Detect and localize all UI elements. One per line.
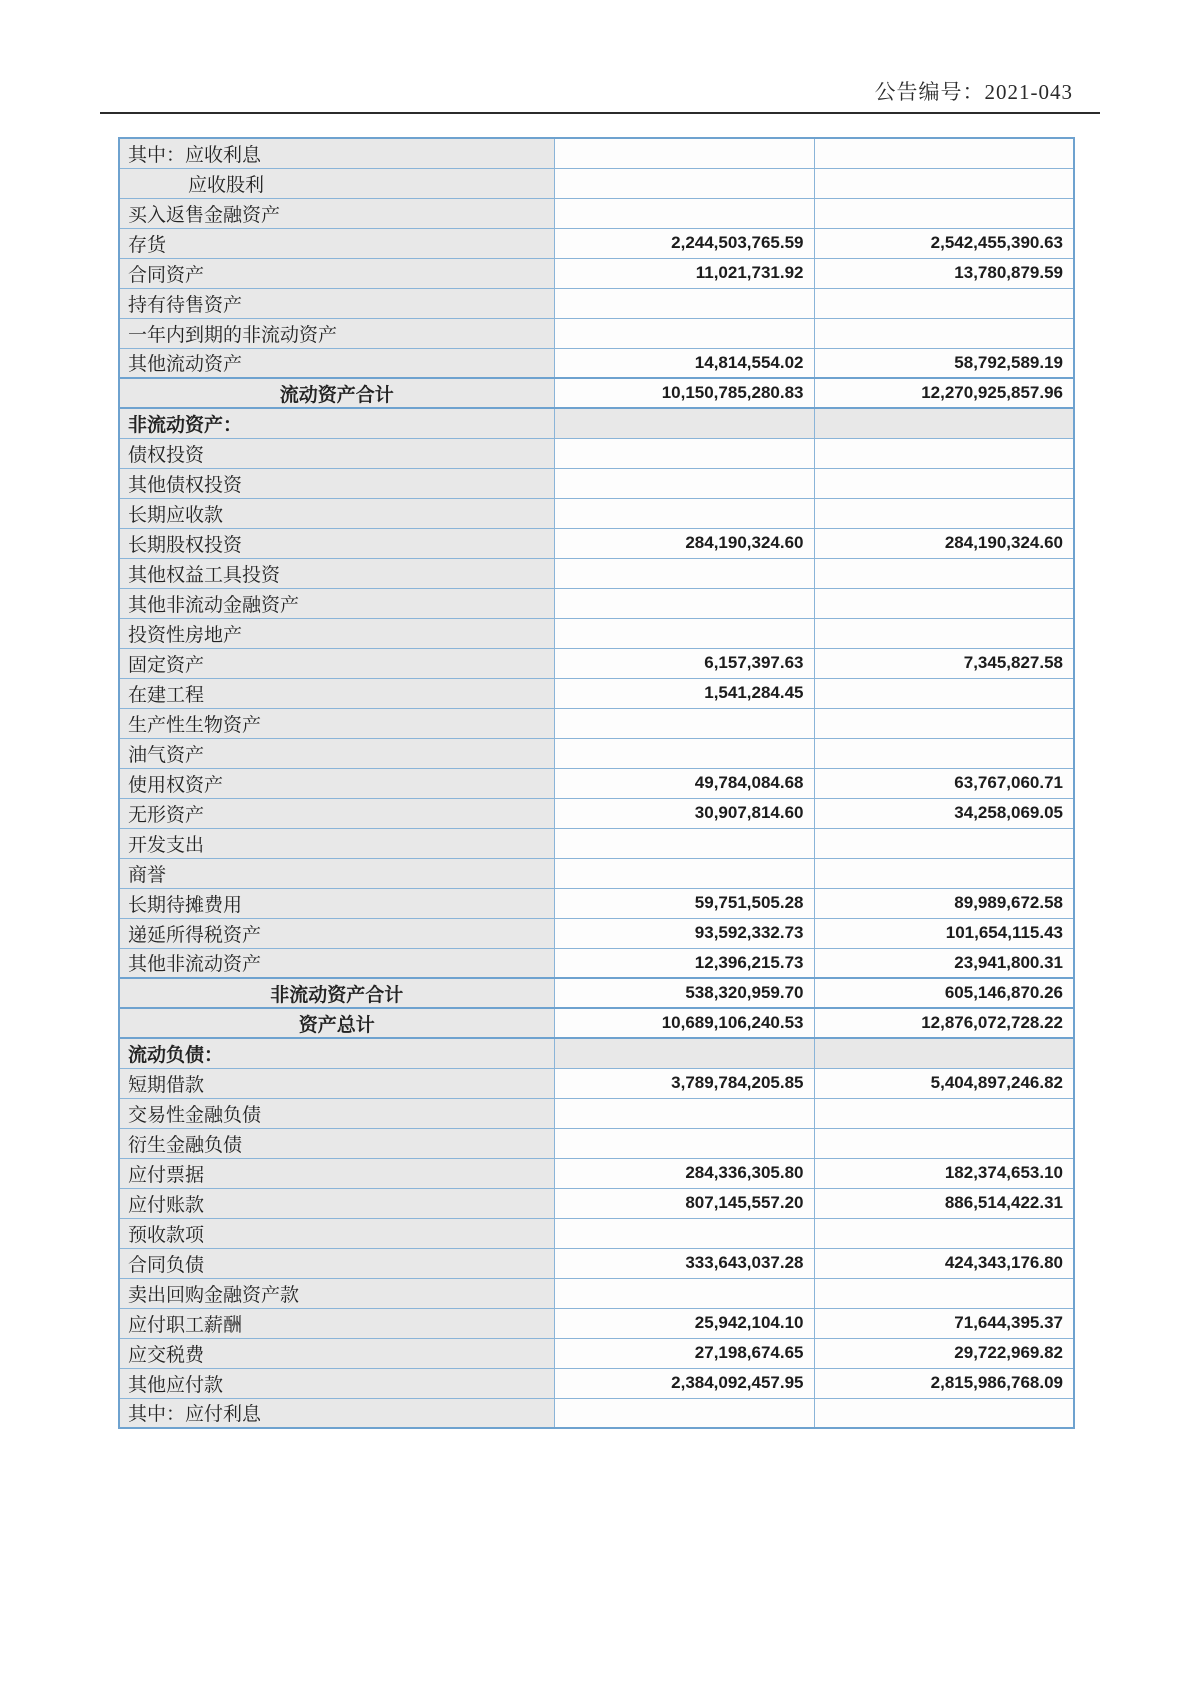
row-value-prior-period [814,168,1074,198]
row-value-current-period: 538,320,959.70 [554,978,814,1008]
row-label: 在建工程 [119,678,554,708]
row-value-prior-period: 284,190,324.60 [814,528,1074,558]
row-value-prior-period: 886,514,422.31 [814,1188,1074,1218]
row-label: 其他应付款 [119,1368,554,1398]
row-value-current-period [554,858,814,888]
table-row [119,828,1074,858]
row-value-current-period [554,588,814,618]
row-value-prior-period: 2,815,986,768.09 [814,1368,1074,1398]
row-value-current-period: 2,384,092,457.95 [554,1368,814,1398]
table-row [119,198,1074,228]
table-row [119,798,1074,828]
row-value-prior-period [814,498,1074,528]
table-row [119,1158,1074,1188]
row-value-prior-period [814,708,1074,738]
row-value-prior-period: 2,542,455,390.63 [814,228,1074,258]
row-value-prior-period [814,138,1074,168]
table-row [119,1128,1074,1158]
row-label: 预收款项 [119,1218,554,1248]
row-label: 投资性房地产 [119,618,554,648]
row-value-prior-period: 58,792,589.19 [814,348,1074,378]
row-label: 其中：应付利息 [119,1398,554,1428]
row-value-current-period [554,438,814,468]
row-label: 应付职工薪酬 [119,1308,554,1338]
row-value-current-period: 1,541,284.45 [554,678,814,708]
table-row [119,408,1074,438]
row-value-current-period: 807,145,557.20 [554,1188,814,1218]
table-row [119,438,1074,468]
row-value-current-period [554,138,814,168]
row-value-prior-period [814,288,1074,318]
row-value-prior-period [814,738,1074,768]
table-row [119,558,1074,588]
row-value-current-period: 27,198,674.65 [554,1338,814,1368]
row-value-current-period [554,1098,814,1128]
table-row [119,948,1074,978]
row-value-current-period [554,1128,814,1158]
row-value-current-period [554,468,814,498]
table-row [119,348,1074,378]
row-value-prior-period [814,438,1074,468]
table-row [119,618,1074,648]
row-value-current-period [554,618,814,648]
row-label: 流动资产合计 [119,378,554,408]
row-value-current-period: 49,784,084.68 [554,768,814,798]
row-label: 其他非流动资产 [119,948,554,978]
table-row [119,138,1074,168]
row-value-current-period: 3,789,784,205.85 [554,1068,814,1098]
row-value-prior-period [814,318,1074,348]
row-value-current-period: 284,190,324.60 [554,528,814,558]
table-row [119,528,1074,558]
row-value-current-period [554,198,814,228]
row-label: 其他债权投资 [119,468,554,498]
table-row [119,318,1074,348]
row-value-prior-period: 101,654,115.43 [814,918,1074,948]
row-value-current-period: 6,157,397.63 [554,648,814,678]
row-label: 油气资产 [119,738,554,768]
row-label: 使用权资产 [119,768,554,798]
row-value-current-period [554,1398,814,1428]
row-label: 无形资产 [119,798,554,828]
table-row [119,978,1074,1008]
row-value-current-period: 333,643,037.28 [554,1248,814,1278]
row-label: 交易性金融负债 [119,1098,554,1128]
row-value-current-period [554,1218,814,1248]
row-value-prior-period [814,678,1074,708]
balance-sheet-rows [119,138,1074,1428]
row-label: 合同资产 [119,258,554,288]
table-row [119,1188,1074,1218]
row-value-prior-period: 5,404,897,246.82 [814,1068,1074,1098]
table-row [119,738,1074,768]
row-label: 长期应收款 [119,498,554,528]
row-value-prior-period [814,558,1074,588]
row-value-prior-period [814,198,1074,228]
table-row [119,858,1074,888]
row-label: 债权投资 [119,438,554,468]
row-label: 一年内到期的非流动资产 [119,318,554,348]
row-label: 递延所得税资产 [119,918,554,948]
table-row [119,648,1074,678]
row-value-current-period [554,168,814,198]
row-label: 持有待售资产 [119,288,554,318]
table-row [119,768,1074,798]
row-label: 其中：应收利息 [119,138,554,168]
row-label: 买入返售金融资产 [119,198,554,228]
row-label: 其他权益工具投资 [119,558,554,588]
row-label: 应付账款 [119,1188,554,1218]
table-row [119,1368,1074,1398]
row-value-prior-period [814,1098,1074,1128]
table-row [119,708,1074,738]
row-label: 长期股权投资 [119,528,554,558]
row-value-current-period [554,288,814,318]
row-value-prior-period: 182,374,653.10 [814,1158,1074,1188]
row-label: 固定资产 [119,648,554,678]
row-label: 流动负债： [119,1038,554,1068]
row-value-current-period [554,708,814,738]
table-row [119,168,1074,198]
table-row [119,678,1074,708]
row-label: 长期待摊费用 [119,888,554,918]
row-value-current-period: 284,336,305.80 [554,1158,814,1188]
table-row [119,1278,1074,1308]
row-label: 合同负债 [119,1248,554,1278]
row-value-current-period: 30,907,814.60 [554,798,814,828]
header-divider [100,112,1100,114]
row-value-prior-period [814,1218,1074,1248]
row-value-current-period: 25,942,104.10 [554,1308,814,1338]
row-value-current-period [554,408,814,438]
row-label: 应交税费 [119,1338,554,1368]
row-value-current-period [554,318,814,348]
row-value-current-period [554,498,814,528]
row-value-prior-period [814,408,1074,438]
row-value-current-period: 12,396,215.73 [554,948,814,978]
row-label: 开发支出 [119,828,554,858]
table-row [119,918,1074,948]
row-value-prior-period [814,1128,1074,1158]
row-value-prior-period: 13,780,879.59 [814,258,1074,288]
row-value-prior-period [814,588,1074,618]
row-value-prior-period [814,618,1074,648]
row-value-prior-period: 71,644,395.37 [814,1308,1074,1338]
row-label: 存货 [119,228,554,258]
row-value-prior-period: 89,989,672.58 [814,888,1074,918]
row-value-current-period [554,1038,814,1068]
table-row [119,1308,1074,1338]
table-row [119,228,1074,258]
row-value-prior-period [814,1278,1074,1308]
row-label: 生产性生物资产 [119,708,554,738]
row-value-current-period: 11,021,731.92 [554,258,814,288]
table-row [119,468,1074,498]
announcement-number: 公告编号：2021-043 [874,80,1073,104]
table-row [119,588,1074,618]
table-row [119,258,1074,288]
row-value-prior-period [814,858,1074,888]
row-value-prior-period [814,1398,1074,1428]
row-label: 应收股利 [119,168,554,198]
row-value-current-period: 14,814,554.02 [554,348,814,378]
row-value-prior-period: 63,767,060.71 [814,768,1074,798]
table-row [119,1068,1074,1098]
row-value-prior-period: 29,722,969.82 [814,1338,1074,1368]
row-label: 短期借款 [119,1068,554,1098]
row-value-current-period [554,828,814,858]
balance-sheet-table [118,137,1075,1429]
table-row [119,498,1074,528]
row-value-current-period: 93,592,332.73 [554,918,814,948]
table-row [119,1038,1074,1068]
row-label: 应付票据 [119,1158,554,1188]
row-label: 卖出回购金融资产款 [119,1278,554,1308]
row-value-prior-period: 34,258,069.05 [814,798,1074,828]
row-label: 衍生金融负债 [119,1128,554,1158]
row-value-prior-period [814,468,1074,498]
table-row [119,1218,1074,1248]
row-value-prior-period: 605,146,870.26 [814,978,1074,1008]
row-value-current-period [554,1278,814,1308]
row-value-current-period: 10,150,785,280.83 [554,378,814,408]
row-label: 非流动资产： [119,408,554,438]
row-label: 商誉 [119,858,554,888]
row-value-prior-period: 424,343,176.80 [814,1248,1074,1278]
table-row [119,1398,1074,1428]
table-row [119,1248,1074,1278]
row-value-prior-period: 7,345,827.58 [814,648,1074,678]
table-row [119,288,1074,318]
row-label: 其他流动资产 [119,348,554,378]
row-value-prior-period [814,828,1074,858]
row-label: 非流动资产合计 [119,978,554,1008]
row-value-prior-period [814,1038,1074,1068]
row-value-current-period: 59,751,505.28 [554,888,814,918]
row-value-prior-period: 12,876,072,728.22 [814,1008,1074,1038]
row-value-current-period [554,738,814,768]
table-row [119,1008,1074,1038]
row-value-prior-period: 23,941,800.31 [814,948,1074,978]
row-label: 其他非流动金融资产 [119,588,554,618]
table-row [119,378,1074,408]
row-value-prior-period: 12,270,925,857.96 [814,378,1074,408]
row-value-current-period: 2,244,503,765.59 [554,228,814,258]
table-row [119,888,1074,918]
table-row [119,1338,1074,1368]
row-label: 资产总计 [119,1008,554,1038]
row-value-current-period: 10,689,106,240.53 [554,1008,814,1038]
row-value-current-period [554,558,814,588]
table-row [119,1098,1074,1128]
